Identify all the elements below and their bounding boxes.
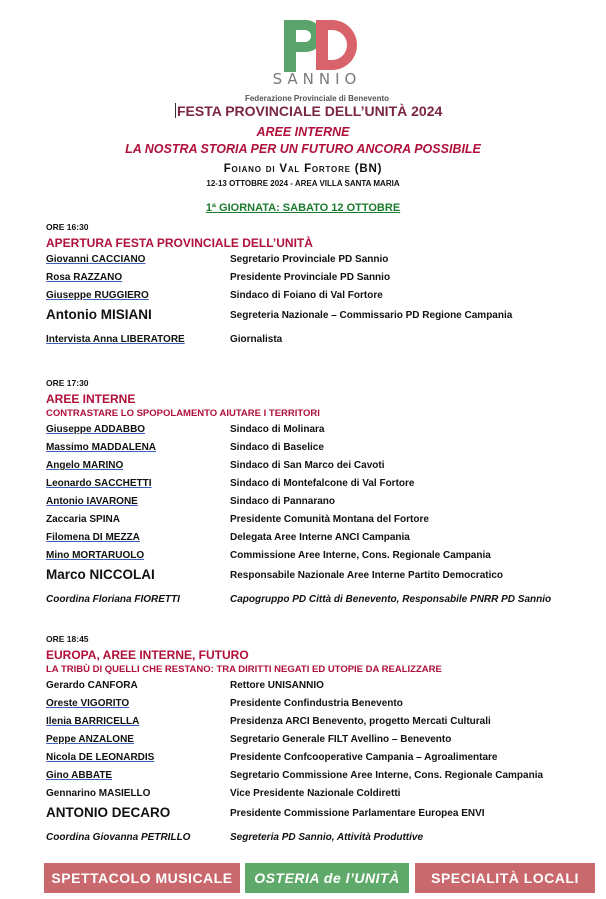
- speaker-role: Presidenza ARCI Benevento, progetto Mercati Culturali: [230, 716, 491, 727]
- event-place: Foiano di Val Fortore (BN): [223, 163, 383, 175]
- event-dates: 12-13 OTTOBRE 2024 - AREA VILLA SANTA MARIA: [206, 179, 400, 188]
- speaker-role: Presidente Confindustria Benevento: [230, 698, 403, 709]
- speaker-name: ANTONIO DECARO: [46, 805, 171, 820]
- speaker-row: [46, 786, 586, 804]
- logo-region: SANNIO: [272, 70, 362, 88]
- speaker-name: Antonio IAVARONE: [46, 496, 138, 507]
- speaker-name: Gerardo CANFORA: [46, 680, 138, 691]
- event-theme: AREE INTERNE: [256, 125, 350, 139]
- speaker-row: [46, 678, 586, 696]
- session-1: [46, 222, 586, 350]
- session-title: EUROPA, AREE INTERNE, FUTURO: [46, 648, 249, 662]
- speaker-row: [46, 440, 586, 458]
- speaker-row: [46, 458, 586, 476]
- speaker-role: Sindaco di Pannarano: [230, 496, 336, 507]
- speaker-row: [46, 750, 586, 768]
- speaker-name: Massimo MADDALENA: [46, 442, 157, 453]
- speaker-role: Presidente Commissione Parlamentare Europea ENVI: [230, 808, 485, 819]
- speaker-name: Oreste VIGORITO: [46, 698, 130, 709]
- session-time: ORE 18:45: [46, 634, 89, 644]
- coordinator-role: Capogruppo PD Città di Benevento, Responsabile PNRR PD Sannio: [230, 594, 552, 605]
- speaker-name: Marco NICCOLAI: [46, 567, 155, 582]
- coordinator-role: Segreteria PD Sannio, Attività Produttive: [230, 832, 424, 843]
- speaker-name: Giuseppe RUGGIERO: [46, 290, 149, 301]
- pd-sannio-logo: [244, 10, 390, 110]
- speaker-row: [46, 696, 586, 714]
- speaker-role: Rettore UNISANNIO: [230, 680, 324, 691]
- speaker-name: Rosa RAZZANO: [46, 272, 123, 283]
- speaker-role: Giornalista: [230, 334, 283, 345]
- speaker-row: [46, 306, 586, 332]
- footer-local-food-banner: SPECIALITÀ LOCALI: [415, 863, 595, 893]
- speaker-role: Sindaco di Foiano di Val Fortore: [230, 290, 383, 301]
- speaker-row: [46, 548, 586, 566]
- speaker-row: [46, 714, 586, 732]
- speaker-row: [46, 332, 586, 350]
- footer-music-banner: SPETTACOLO MUSICALE: [44, 863, 240, 893]
- coordinator-row: [46, 830, 586, 848]
- speaker-name: Mino MORTARUOLO: [46, 550, 145, 561]
- speaker-row: [46, 804, 586, 830]
- speaker-row: [46, 732, 586, 750]
- footer-osteria-banner: OSTERIA de l’UNITÀ: [245, 863, 409, 893]
- coordinator-row: [46, 592, 586, 610]
- speaker-name: Peppe ANZALONE: [46, 734, 134, 745]
- speaker-row: [46, 530, 586, 548]
- speaker-name: Nicola DE LEONARDIS: [46, 752, 155, 763]
- speaker-name: Zaccaria SPINA: [46, 514, 120, 525]
- speaker-name: Angelo MARINO: [46, 460, 124, 471]
- speaker-role: Responsabile Nazionale Aree Interne Partito Democratico: [230, 570, 504, 581]
- speaker-role: Delegata Aree Interne ANCI Campania: [230, 532, 410, 543]
- speaker-name: Gino ABBATE: [46, 770, 113, 781]
- speaker-row: [46, 566, 586, 592]
- session-title: AREE INTERNE: [46, 392, 136, 406]
- speaker-role: Segreteria Nazionale – Commissario PD Regione Campania: [230, 310, 513, 321]
- speaker-row: [46, 512, 586, 530]
- coordinator-name: Coordina Floriana FIORETTI: [46, 594, 180, 605]
- speaker-row: [46, 768, 586, 786]
- speaker-name: Ilenia BARRICELLA: [46, 716, 140, 727]
- session-subtitle: CONTRASTARE LO SPOPOLAMENTO AIUTARE I TERRITORI: [46, 408, 320, 419]
- speaker-name: Antonio MISIANI: [46, 307, 152, 322]
- speaker-role: Segretario Commissione Aree Interne, Cons. Regionale Campania: [230, 770, 544, 781]
- speaker-role: Sindaco di Molinara: [230, 424, 325, 435]
- speaker-row: [46, 270, 586, 288]
- speaker-row: [46, 476, 586, 494]
- speaker-row: [46, 422, 586, 440]
- speaker-row: [46, 252, 586, 270]
- speaker-row: [46, 494, 586, 512]
- speaker-name: Gennarino MASIELLO: [46, 788, 151, 799]
- speaker-name: Filomena DI MEZZA: [46, 532, 140, 543]
- session-3: [46, 634, 586, 848]
- speaker-row: [46, 288, 586, 306]
- session-title: APERTURA FESTA PROVINCIALE DELL’UNITÀ: [46, 236, 313, 250]
- session-time: ORE 16:30: [46, 222, 89, 232]
- event-title: FESTA PROVINCIALE DELL’UNITÀ 2024: [177, 103, 443, 119]
- speaker-role: Sindaco di Montefalcone di Val Fortore: [230, 478, 415, 489]
- speaker-role: Commissione Aree Interne, Cons. Regionale Campania: [230, 550, 491, 561]
- session-2: [46, 378, 586, 610]
- day-heading: 1ª GIORNATA: SABATO 12 OTTOBRE: [205, 202, 401, 214]
- speaker-role: Segretario Provinciale PD Sannio: [230, 254, 389, 265]
- coordinator-name: Coordina Giovanna PETRILLO: [46, 832, 191, 843]
- speaker-role: Sindaco di San Marco dei Cavoti: [230, 460, 385, 471]
- speaker-name: Giovanni CACCIANO: [46, 254, 146, 265]
- speaker-name: Intervista Anna LIBERATORE: [46, 334, 185, 345]
- session-time: ORE 17:30: [46, 378, 89, 388]
- speaker-role: Presidente Comunità Montana del Fortore: [230, 514, 429, 525]
- event-motto: LA NOSTRA STORIA PER UN FUTURO ANCORA POSSIBILE: [125, 142, 481, 156]
- speaker-name: Leonardo SACCHETTI: [46, 478, 152, 489]
- speaker-role: Segretario Generale FILT Avellino – Benevento: [230, 734, 452, 745]
- logo-federation: Federazione Provinciale di Benevento: [244, 94, 390, 103]
- speaker-role: Presidente Provinciale PD Sannio: [230, 272, 391, 283]
- speaker-name: Giuseppe ADDABBO: [46, 424, 146, 435]
- pd-logo-icon: [280, 16, 360, 74]
- speaker-role: Vice Presidente Nazionale Coldiretti: [230, 788, 401, 799]
- speaker-role: Presidente Confcooperative Campania – Agroalimentare: [230, 752, 498, 763]
- session-subtitle: LA TRIBÙ DI QUELLI CHE RESTANO: TRA DIRITTI NEGATI ED UTOPIE DA REALIZZARE: [46, 664, 442, 675]
- speaker-role: Sindaco di Baselice: [230, 442, 324, 453]
